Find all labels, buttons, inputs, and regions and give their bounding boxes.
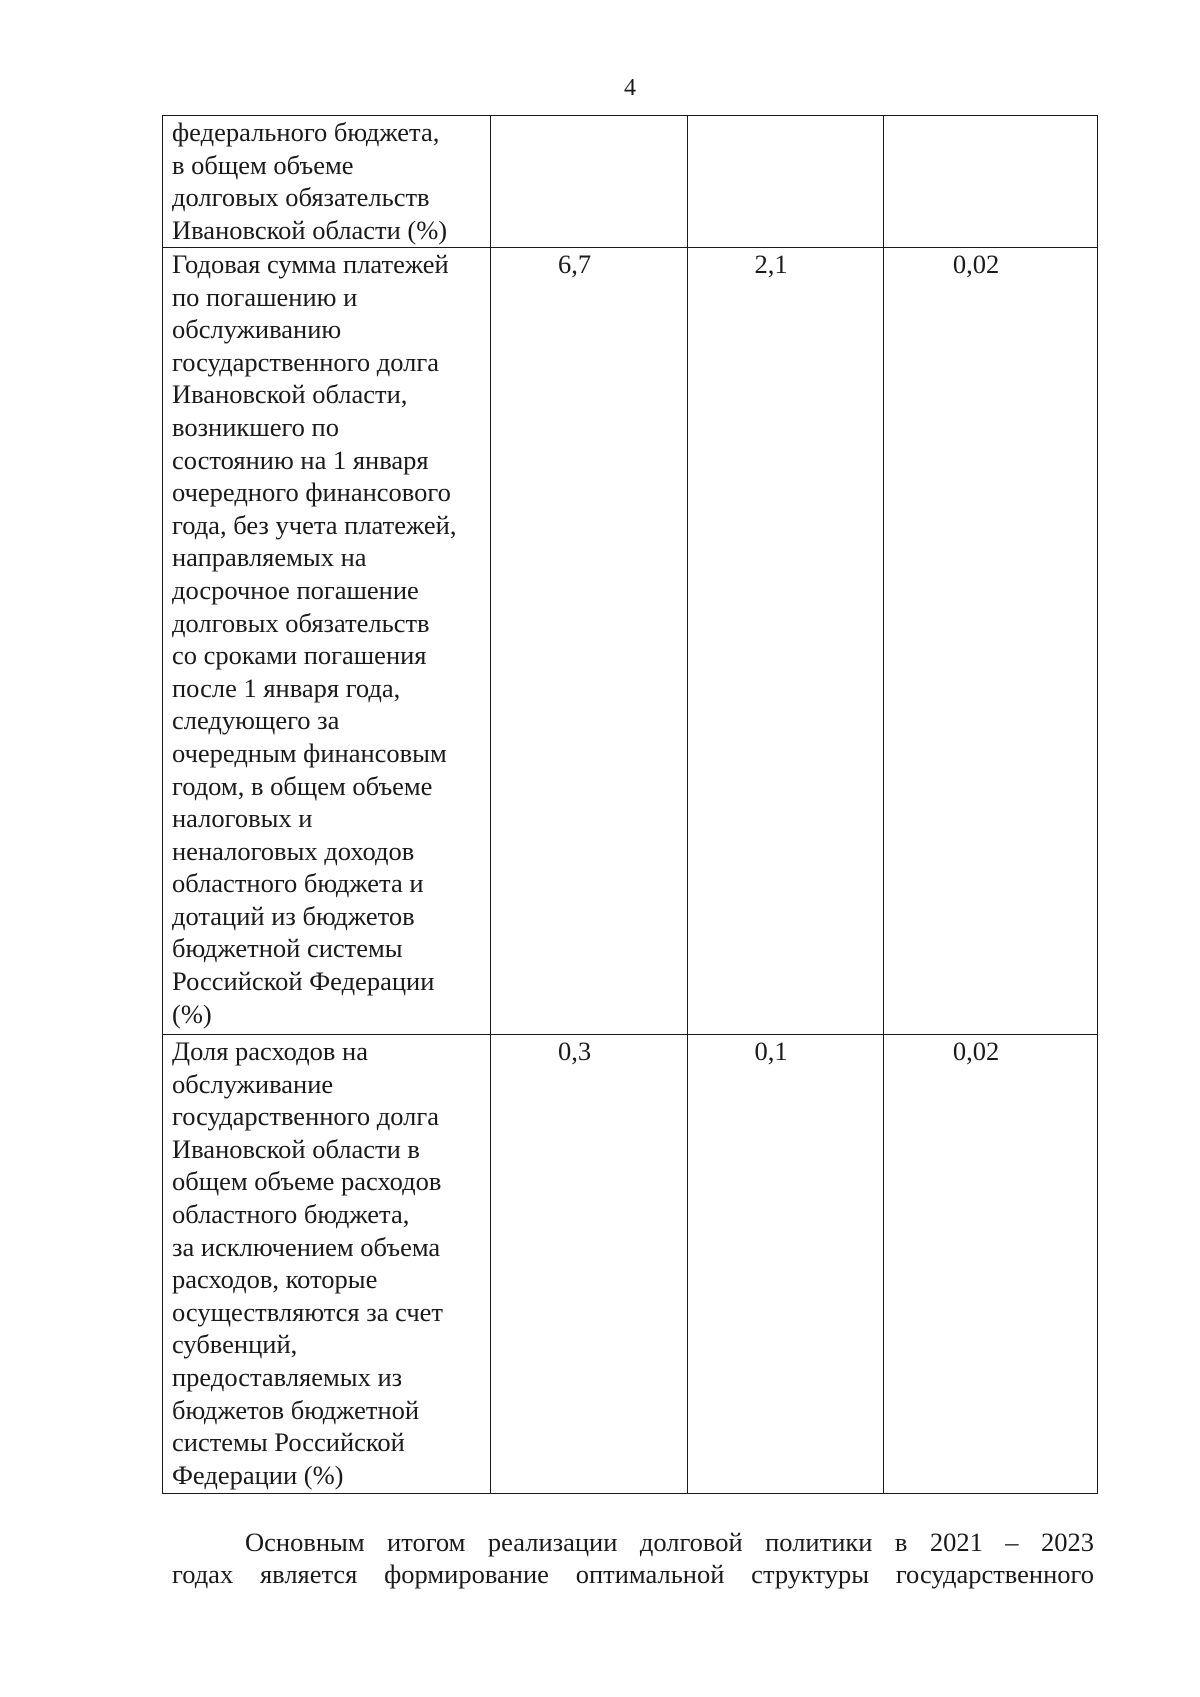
value-text: 6,7: [557, 249, 592, 279]
value-cell: [688, 248, 884, 1035]
paragraph-line-2: годах является формирование оптимальной структуры государственного: [172, 1559, 1094, 1589]
page-number: 4: [624, 75, 636, 101]
value-cell: [491, 116, 688, 248]
value-cell: [491, 1035, 688, 1494]
value-text: 0,02: [952, 1036, 1000, 1066]
value-cell: [688, 1035, 884, 1494]
indicator-name-cell: Годовая сумма платежей по погашению и обслуживанию государственного долга Ивановской области, возникшего по состоянию на 1 января очередного финансового года, без учета платежей, направляемых на досрочное погашение долговых обязательств со сроками погашения после 1 января года, следующего за очередным финансовым годом, в общем объеме налоговых и неналоговых доходов областного бюджета и дотаций из бюджетов бюджетной системы Российской Федерации (%): [163, 248, 491, 1035]
value-cell: [491, 248, 688, 1035]
value-text: 0,3: [557, 1036, 592, 1066]
paragraph-line-1: Основным итогом реализации долговой политики в 2021 – 2023: [245, 1527, 1094, 1557]
table-row: [163, 248, 1098, 1035]
indicator-name-cell: Доля расходов на обслуживание государственного долга Ивановской области в общем объеме расходов областного бюджета, за исключением объема расходов, которые осуществляются за счет субвенций, предоставляемых из бюджетов бюджетной системы Российской Федерации (%): [163, 1035, 491, 1494]
value-cell: [884, 1035, 1098, 1494]
value-text: 2,1: [754, 249, 788, 279]
value-cell: [688, 116, 884, 248]
indicators-table: [162, 115, 1098, 1494]
table-row: [163, 1035, 1098, 1494]
value-cell: [884, 248, 1098, 1035]
value-text: 0,02: [952, 249, 1000, 279]
value-text: 0,1: [754, 1036, 788, 1066]
value-cell: [884, 116, 1098, 248]
table-row: [163, 116, 1098, 248]
indicator-name-cell: федерального бюджета, в общем объеме долговых обязательств Ивановской области (%): [163, 116, 491, 248]
